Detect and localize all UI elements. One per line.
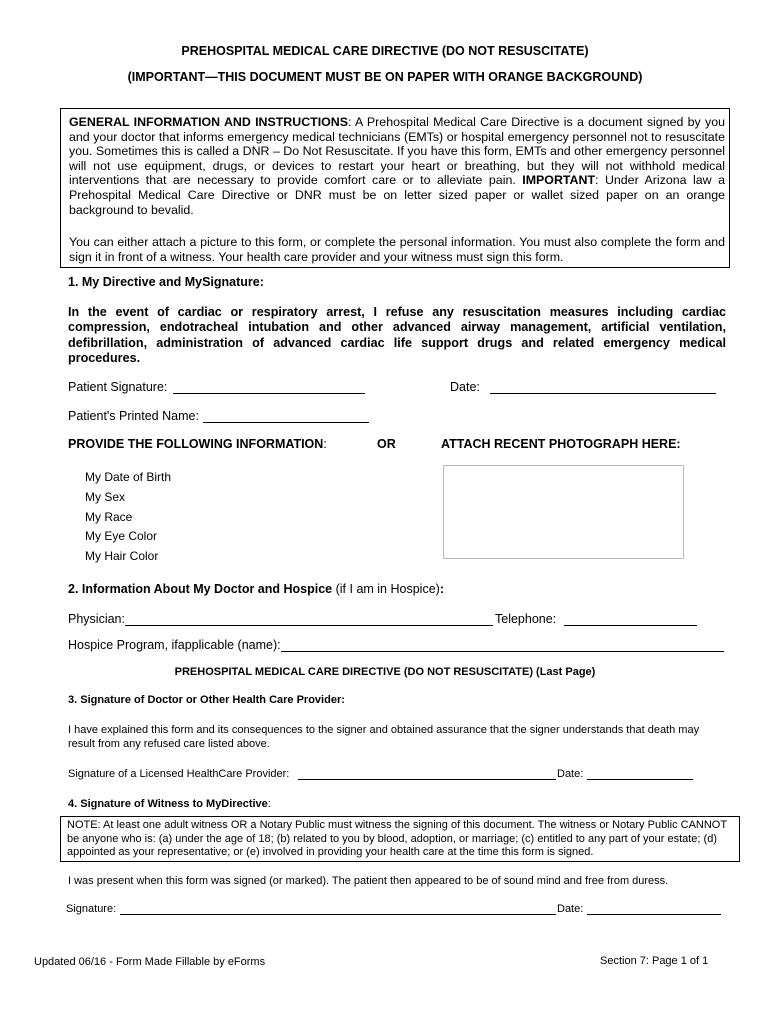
important-label: IMPORTANT: [522, 173, 596, 188]
section3-text: I have explained this form and its consequences to the signer and obtained assurance that the signer understands that death may result from any refused care listed above.: [68, 724, 700, 750]
hair-color-field[interactable]: My Hair Color: [85, 549, 159, 563]
printed-name-field[interactable]: [203, 422, 369, 423]
telephone-label: Telephone:: [495, 612, 557, 626]
patient-signature-label: Patient Signature:: [68, 380, 168, 394]
witness-signature-field[interactable]: [120, 914, 556, 915]
eye-color-field[interactable]: My Eye Color: [85, 529, 158, 543]
date-of-birth-field[interactable]: My Date of Birth: [85, 470, 172, 484]
physician-field[interactable]: [125, 625, 493, 626]
or-label: OR: [377, 437, 396, 451]
provide-info-label: PROVIDE THE FOLLOWING INFORMATION: [68, 437, 324, 451]
footer-page-number: Section 7: Page 1 of 1: [600, 955, 709, 967]
general-info-heading: GENERAL INFORMATION AND INSTRUCTIONS: [69, 115, 349, 129]
printed-name-label: Patient's Printed Name:: [68, 409, 199, 423]
section2-heading-suffix: (if I am in Hospice): [332, 582, 440, 596]
witness-note: NOTE: At least one adult witness OR a Notary Public must witness the signing of this document. The witness or Notary Public CANNOT be anyone who is: (a) under the age of 18; (b) related to you by blood, adoption, or marriage; (c) entitled to any part of your estate; (d) appointed as your representative; or (e) involved in providing your health care at the time this form is signed.: [67, 819, 727, 858]
telephone-field[interactable]: [564, 625, 697, 626]
general-info-paragraph-2: You can either attach a picture to this form, or complete the personal information. You must also complete the form and sign it in front of a witness. Your health care provider and your witness must sign this form.: [69, 235, 725, 264]
section3-heading: 3. Signature of Doctor or Other Health Care Provider:: [68, 694, 345, 706]
footer-updated: Updated 06/16 - Form Made Fillable by eForms: [34, 956, 266, 968]
provider-date-field[interactable]: [587, 779, 693, 780]
witness-note-box: [60, 816, 740, 862]
witness-statement: I was present when this form was signed (or marked). The patient then appeared to be of sound mind and free from duress.: [68, 875, 669, 887]
last-page-title: PREHOSPITAL MEDICAL CARE DIRECTIVE (DO NOT RESUSCITATE) (Last Page): [174, 666, 596, 678]
general-info-box: [60, 108, 730, 268]
attach-photo-label: ATTACH RECENT PHOTOGRAPH HERE:: [441, 437, 681, 451]
provide-info-colon: :: [323, 437, 327, 451]
provider-signature-label: Signature of a Licensed HealthCare Provider:: [68, 768, 290, 780]
physician-label: Physician:: [68, 612, 125, 626]
race-field[interactable]: My Race: [85, 510, 133, 524]
patient-date-field[interactable]: [490, 393, 716, 394]
provide-info-heading: [68, 437, 327, 451]
witness-date-field[interactable]: [587, 914, 721, 915]
general-info-text: [69, 115, 725, 217]
hospice-label: Hospice Program, ifapplicable (name):: [68, 638, 281, 652]
general-info-body-2: : Under Arizona law a Prehospital Medical Care Directive or DNR must be on letter sized paper or wallet sized paper on an orange background to bevalid.: [69, 173, 725, 217]
form-title: PREHOSPITAL MEDICAL CARE DIRECTIVE (DO NOT RESUSCITATE): [181, 44, 589, 58]
patient-signature-field[interactable]: [173, 393, 365, 394]
provider-date-label: Date:: [557, 768, 584, 780]
section2-heading-colon: :: [439, 582, 444, 596]
sex-field[interactable]: My Sex: [85, 490, 126, 504]
hospice-field[interactable]: [281, 651, 724, 652]
photo-attachment-area[interactable]: [443, 465, 684, 559]
provider-signature-field[interactable]: [298, 779, 556, 780]
section1-heading: 1. My Directive and MySignature:: [68, 275, 264, 289]
witness-date-label: Date:: [557, 903, 584, 915]
form-subtitle: (IMPORTANT—THIS DOCUMENT MUST BE ON PAPER WITH ORANGE BACKGROUND): [127, 70, 643, 84]
general-info-body-1: : A Prehospital Medical Care Directive is a document signed by you and your doctor that informs emergency medical technicians (EMTs) or hospital emergency personnel not to resuscitate you. Sometimes this is called a DNR – Do Not Resuscitate. If you have this form, EMTs and other emergency personnel will not use equipment, drugs, or devices to restart your heart or breathing, but they will not withhold medical interventions that are necessary to provide comfort care or to alleviate pain.: [69, 115, 725, 188]
section2-heading-text: 2. Information About My Doctor and Hospice: [68, 582, 333, 596]
patient-date-label: Date:: [450, 380, 480, 394]
section4-heading-text: 4. Signature of Witness to MyDirective: [68, 798, 268, 810]
section4-heading: [68, 798, 271, 810]
directive-statement: In the event of cardiac or respiratory arrest, I refuse any resuscitation measures including cardiac compression, endotracheal intubation and other advanced airway management, artificial ventilation, defibrillation, administration of advanced cardiac life support drugs and related emergency medical procedures.: [68, 305, 726, 366]
section2-heading: [68, 582, 444, 596]
section4-heading-colon: :: [267, 798, 271, 810]
witness-signature-label: Signature:: [66, 903, 117, 915]
